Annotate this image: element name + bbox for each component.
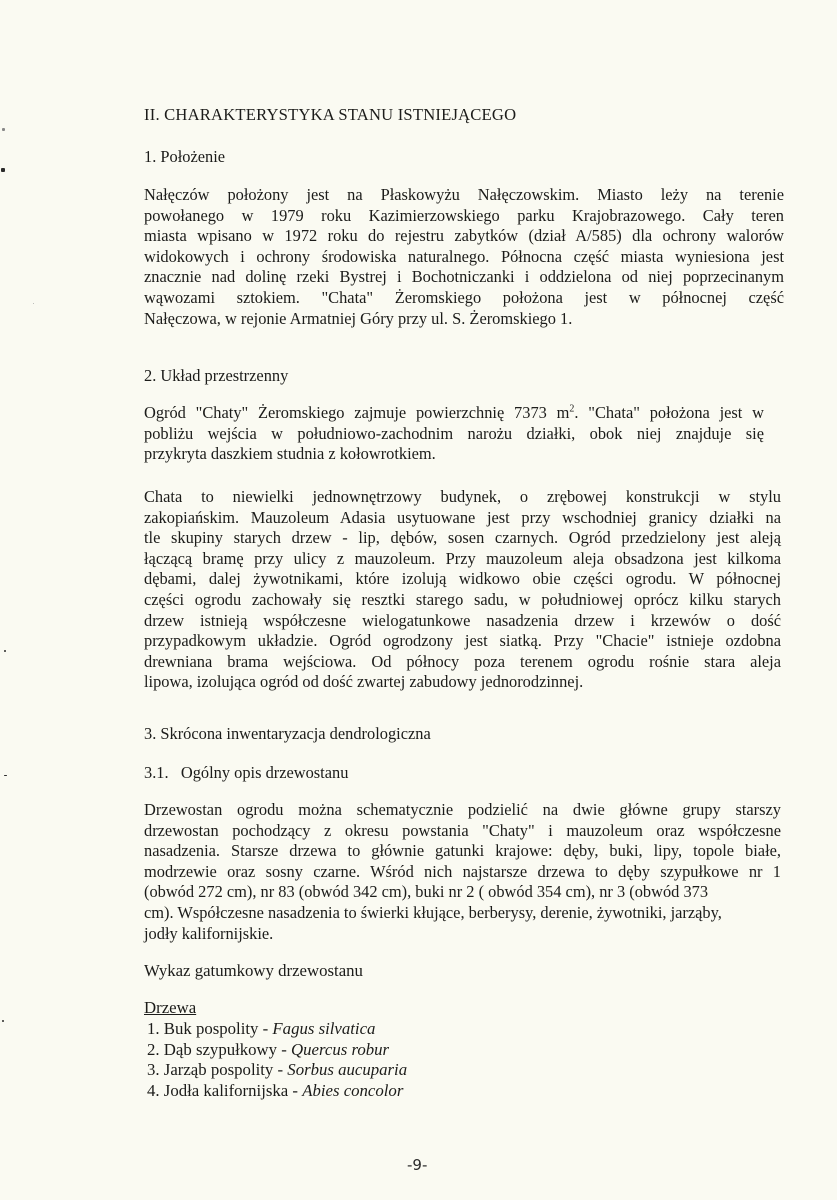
scan-speck (4, 775, 7, 776)
tree-item (144, 1019, 407, 1040)
section-title-uklad-przestrzenny: 2. Układ przestrzenny (144, 366, 289, 385)
text-line: drzew istnieją współczesne wielogatunkowe nasadzenia drzew i krzewów o dość (144, 610, 781, 630)
scan-speck (4, 650, 6, 652)
text-line: łączącą bramę przy ulicy z mauzoleum. Przy mauzoleum aleja obsadzona jest kilkoma (144, 548, 781, 568)
tree-item (144, 1081, 407, 1102)
trees-heading: Drzewa (144, 998, 197, 1017)
text-line: lipowa, izolująca ogród od dość zwartej zabudowy jednorodzinnej. (144, 672, 584, 692)
text-line: drzewostan pochodzący z okresu powstania "Chaty" i mauzoleum oraz współczesne (144, 820, 781, 840)
tree-common-name: Buk pospolity - (163, 1018, 273, 1038)
tree-number: 3. (147, 1060, 160, 1080)
scan-speck (2, 128, 5, 131)
tree-number: 1. (147, 1018, 160, 1038)
section-title-inwentaryzacja: 3. Skrócona inwentaryzacja dendrologiczna (144, 724, 431, 743)
section-title-polozenie: 1. Położenie (144, 147, 226, 166)
superscript: 2 (569, 403, 575, 415)
text-line (144, 403, 764, 424)
scan-speck (1, 168, 5, 172)
text-fragment: . "Chata" położona jest w (574, 403, 764, 422)
paragraph-ogrod-area (144, 403, 764, 465)
tree-common-name: Jodła kalifornijska - (163, 1081, 303, 1101)
tree-latin-name: Fagus silvatica (272, 1018, 376, 1038)
text-line: (obwód 272 cm), nr 83 (obwód 342 cm), buki nr 2 ( obwód 354 cm), nr 3 (obwód 373 (144, 882, 709, 902)
text-line: zakopiańskim. Mauzoleum Adasia usytuowane jest przy wschodniej granicy działki na (144, 507, 781, 527)
scan-speck (2, 1020, 4, 1022)
text-line: wąwozami sztokiem. "Chata" Żeromskiego położona jest w północnej część (144, 287, 784, 307)
text-line: Drzewostan ogrodu można schematycznie podzielić na dwie główne grupy starszy (144, 800, 781, 819)
text-line: znacznie nad dolinę rzeki Bystrej i Bochotniczanki i oddzielona od niej poprzecinanym (144, 267, 784, 287)
text-line: modrzewie oraz sosny czarne. Wśród nich najstarsze drzewa to dęby szypułkowe nr 1 (144, 861, 781, 881)
paragraph-polozenie (144, 185, 784, 329)
text-line: drewniana brama wejściowa. Od północy poza terenem ogrodu rośnie stara aleja (144, 651, 781, 671)
tree-latin-name: Sorbus aucuparia (287, 1060, 408, 1080)
tree-number: 4. (147, 1081, 160, 1101)
text-line: dębami, dalej żywotnikami, które izolują widkowo obie części ogrodu. W północnej (144, 569, 781, 589)
text-line: powołanego w 1979 roku Kazimierzowskiego parku Krajobrazowego. Cały teren (144, 205, 784, 225)
chapter-heading: II. CHARAKTERYSTYKA STANU ISTNIEJĄCEGO (144, 105, 517, 124)
tree-common-name: Dąb szypułkowy - (163, 1039, 292, 1059)
species-list-title: Wykaz gatumkowy drzewostanu (144, 961, 363, 980)
text-line: Nałęczowa, w rejonie Armatniej Góry przy ul. S. Żeromskiego 1. (144, 308, 573, 328)
page-number: -9- (407, 1156, 428, 1174)
tree-item (144, 1040, 407, 1061)
text-fragment: Ogród "Chaty" Żeromskiego zajmuje powierzchnię 7373 m (144, 403, 570, 422)
text-line: miasta wpisano w 1972 roku do rejestru zabytków (dział A/585) dla ochrony walorów (144, 226, 784, 246)
tree-latin-name: Abies concolor (302, 1081, 404, 1101)
tree-latin-name: Quercus robur (291, 1039, 390, 1059)
text-line: przykryta daszkiem studnia z kołowrotkiem. (144, 444, 436, 464)
trees-list (144, 998, 407, 1102)
text-line: nasadzenia. Starsze drzewa to głównie gatunki krajowe: dęby, buki, lipy, topole białe, (144, 841, 781, 861)
text-line: cm). Współczesne nasadzenia to świerki kłujące, berberysy, derenie, żywotniki, jarząby, (144, 902, 722, 922)
tree-number: 2. (147, 1039, 160, 1059)
tree-item (144, 1060, 407, 1081)
paragraph-chata-description (144, 487, 781, 693)
text-line: części ogrodu zachowały się resztki starego sadu, w południowej oprócz kilku starych (144, 589, 781, 609)
tree-common-name: Jarząb pospolity - (163, 1060, 288, 1080)
scan-speck (33, 303, 34, 304)
text-line: pobliżu wejścia w południowo-zachodnim narożu działki, obok niej znajduje się (144, 423, 764, 443)
subsection-title-opis-drzewostanu: 3.1. Ogólny opis drzewostanu (144, 763, 349, 782)
text-line: Nałęczów położony jest na Płaskowyżu Nałęczowskim. Miasto leży na terenie (144, 185, 784, 204)
text-line: tle skupiny starych drzew - lip, dębów, sosen czarnych. Ogród przedzielony jest aleją (144, 528, 781, 548)
text-line: przypadkowym układzie. Ogród ogrodzony jest siatką. Przy "Chacie" istnieje ozdobna (144, 631, 781, 651)
paragraph-drzewostan (144, 800, 781, 944)
text-line: jodły kalifornijskie. (144, 923, 274, 943)
text-line: Chata to niewielki jednownętrzowy budynek, o zrębowej konstrukcji w stylu (144, 487, 781, 506)
text-line: widokowych i ochrony środowiska naturalnego. Północna część miasta wyniesiona jest (144, 246, 784, 266)
